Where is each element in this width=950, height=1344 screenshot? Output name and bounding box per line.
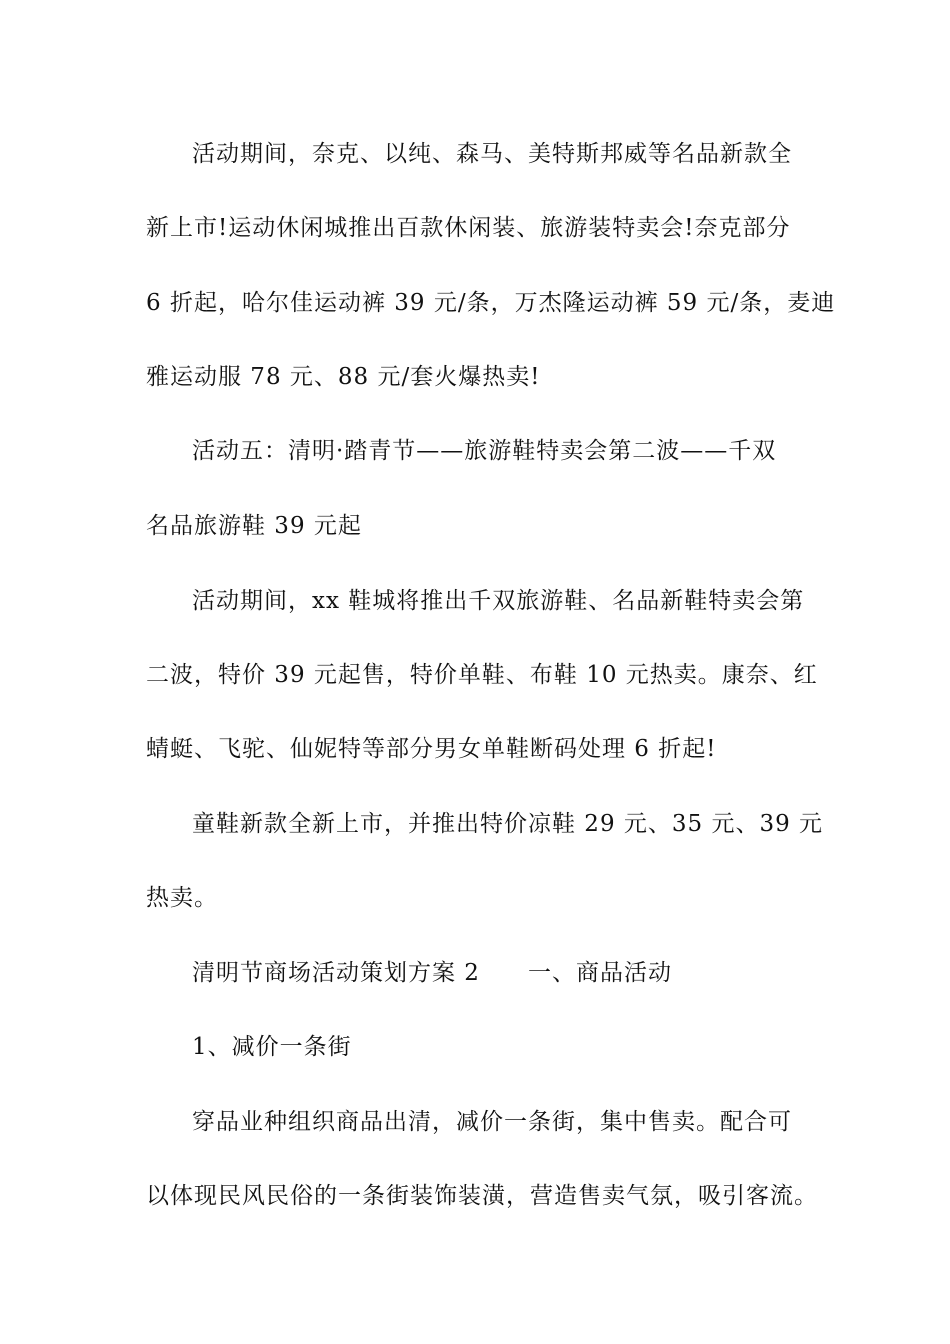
paragraph-line: 新上市!运动休闲城推出百款休闲装、旅游装特卖会!奈克部分 bbox=[146, 215, 791, 241]
paragraph-line: 蜻蜓、飞驼、仙妮特等部分男女单鞋断码处理 6 折起! bbox=[146, 736, 717, 762]
subsection-heading: 1、减价一条街 bbox=[192, 1034, 352, 1060]
paragraph-line: 6 折起，哈尔佳运动裤 39 元/条，万杰隆运动裤 59 元/条，麦迪 bbox=[146, 290, 836, 316]
paragraph-line: 童鞋新款全新上市，并推出特价凉鞋 29 元、35 元、39 元 bbox=[192, 811, 824, 837]
paragraph-line: 活动五：清明·踏青节——旅游鞋特卖会第二波——千双 bbox=[192, 438, 777, 464]
paragraph-line: 活动期间，奈克、以纯、森马、美特斯邦威等名品新款全 bbox=[192, 141, 792, 167]
paragraph-line: 名品旅游鞋 39 元起 bbox=[146, 513, 362, 539]
section-heading: 清明节商场活动策划方案 2 一、商品活动 bbox=[192, 960, 672, 986]
paragraph-line: 穿品业种组织商品出清，减价一条街，集中售卖。配合可 bbox=[192, 1109, 792, 1135]
paragraph-line: 热卖。 bbox=[146, 885, 218, 911]
paragraph-line: 以体现民风民俗的一条街装饰装潢，营造售卖气氛，吸引客流。 bbox=[146, 1183, 818, 1209]
paragraph-line: 雅运动服 78 元、88 元/套火爆热卖! bbox=[146, 364, 541, 390]
paragraph-line: 活动期间，xx 鞋城将推出千双旅游鞋、名品新鞋特卖会第 bbox=[192, 588, 805, 614]
paragraph-line: 二波，特价 39 元起售，特价单鞋、布鞋 10 元热卖。康奈、红 bbox=[146, 662, 818, 688]
